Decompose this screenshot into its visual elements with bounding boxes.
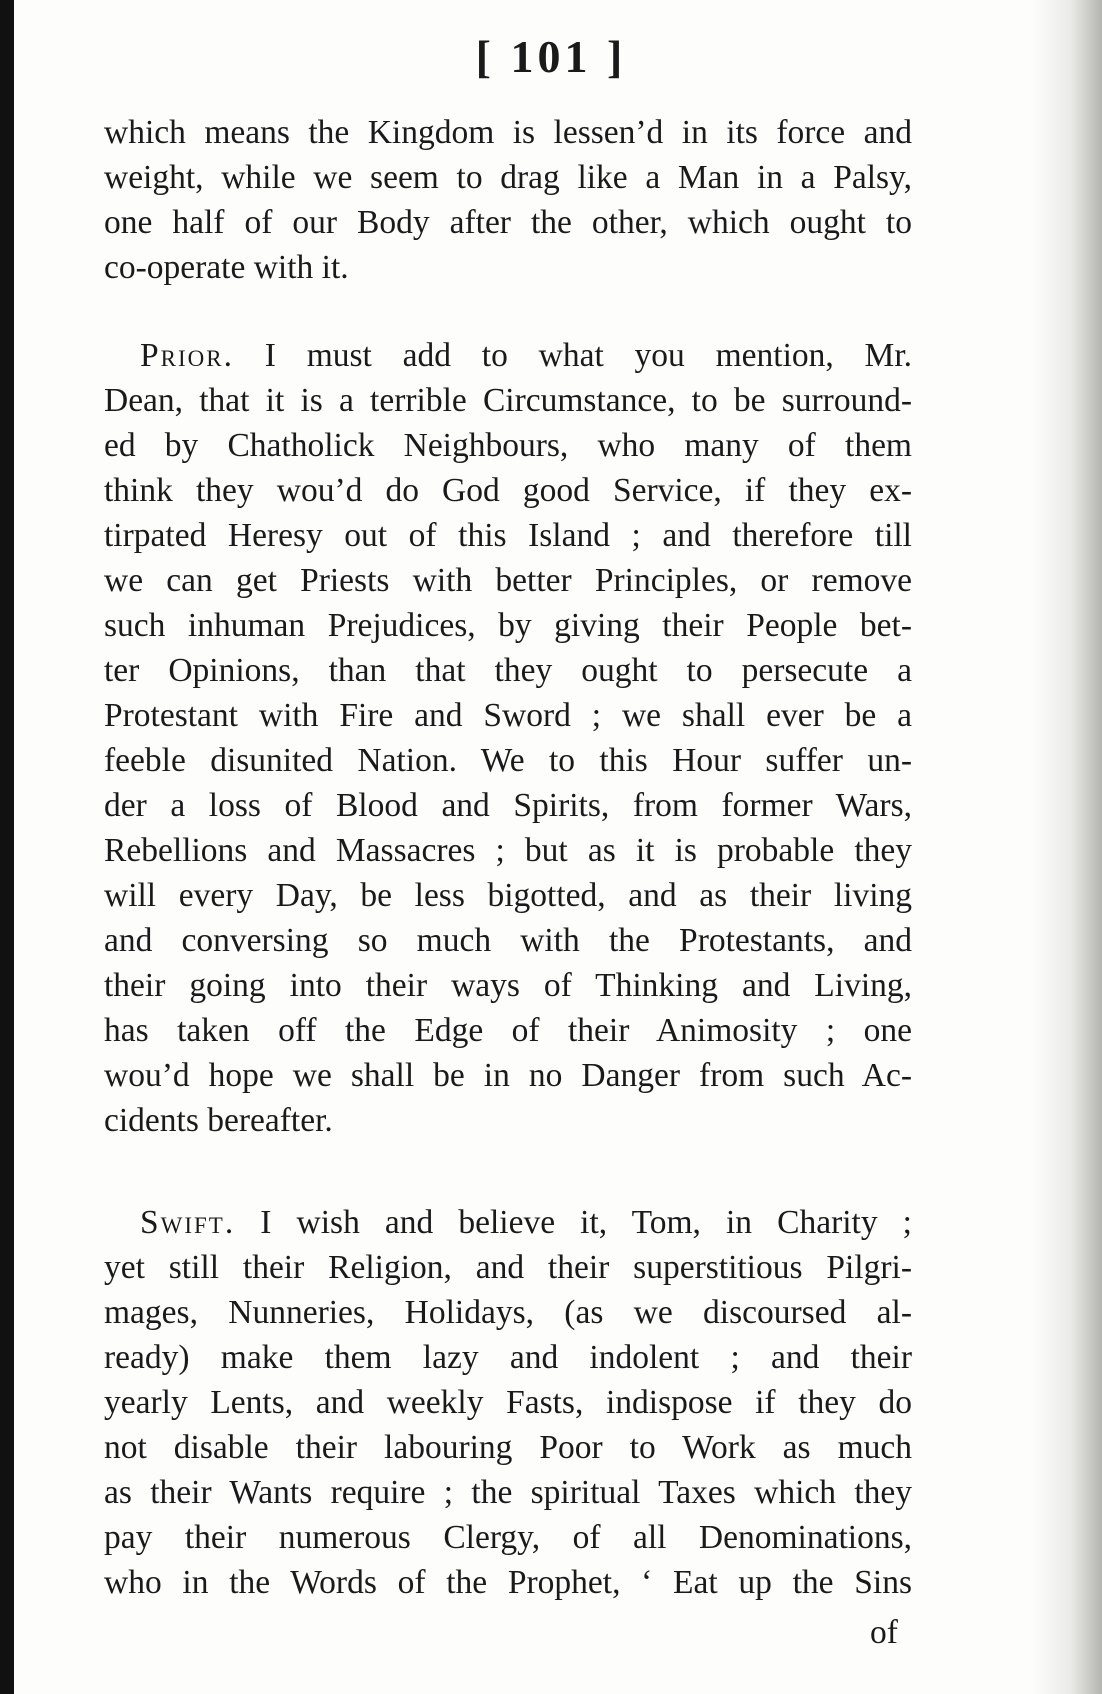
- text-line: has taken off the Edge of their Animosity ; one: [104, 1012, 912, 1049]
- paragraph-2: [104, 333, 912, 1143]
- text-line: which means the Kingdom is lessen’d in its force and: [104, 114, 912, 151]
- text-line: their going into their ways of Thinking and Living,: [104, 967, 912, 1004]
- text-line: co-operate with it.: [104, 249, 349, 286]
- text-line: [104, 333, 912, 378]
- text-line: one half of our Body after the other, which ought to: [104, 204, 912, 241]
- binding-shadow: [0, 0, 14, 1694]
- text-line: ter Opinions, than that they ought to persecute a: [104, 652, 912, 689]
- paragraph-3: [104, 1200, 912, 1605]
- page-edge-shadow: [1032, 0, 1102, 1694]
- text-line: yearly Lents, and weekly Fasts, indispose if they do: [104, 1384, 912, 1421]
- text-line: and conversing so much with the Protestants, and: [104, 922, 912, 959]
- text-line: who in the Words of the Prophet, ‘ Eat up the Sins: [104, 1564, 912, 1601]
- catchword: of: [870, 1614, 898, 1651]
- text-line: yet still their Religion, and their superstitious Pilgri-: [104, 1249, 912, 1286]
- text-line: der a loss of Blood and Spirits, from former Wars,: [104, 787, 912, 824]
- text-line: as their Wants require ; the spiritual Taxes which they: [104, 1474, 912, 1511]
- text-line: tirpated Heresy out of this Island ; and therefore till: [104, 517, 912, 554]
- text-line: pay their numerous Clergy, of all Denominations,: [104, 1519, 912, 1556]
- speech-start: I wish and believe it, Tom, in Charity ;: [260, 1204, 912, 1241]
- text-line: Dean, that it is a terrible Circumstance, to be surround-: [104, 382, 912, 419]
- text-line: think they wou’d do God good Service, if they ex-: [104, 472, 912, 509]
- speech-start: I must add to what you mention, Mr.: [264, 337, 912, 374]
- text-line: Rebellions and Massacres ; but as it is probable they: [104, 832, 912, 869]
- text-line: not disable their labouring Poor to Work as much: [104, 1429, 912, 1466]
- text-line: wou’d hope we shall be in no Danger from such Ac-: [104, 1057, 912, 1094]
- speaker-name: Prior.: [140, 337, 234, 374]
- text-line: ready) make them lazy and indolent ; and their: [104, 1339, 912, 1376]
- text-line: such inhuman Prejudices, by giving their People bet-: [104, 607, 912, 644]
- paragraph-1: [104, 110, 912, 290]
- page-number: [ 101 ]: [475, 31, 627, 82]
- text-line: we can get Priests with better Principles, or remove: [104, 562, 912, 599]
- text-line: cidents bereafter.: [104, 1102, 333, 1139]
- text-line: mages, Nunneries, Holidays, (as we discoursed al-: [104, 1294, 912, 1331]
- text-line: will every Day, be less bigotted, and as their living: [104, 877, 912, 914]
- text-line: weight, while we seem to drag like a Man in a Palsy,: [104, 159, 912, 196]
- text-line: ed by Chatholick Neighbours, who many of them: [104, 427, 912, 464]
- text-line: [104, 1200, 912, 1245]
- text-line: Protestant with Fire and Sword ; we shall ever be a: [104, 697, 912, 734]
- text-line: feeble disunited Nation. We to this Hour suffer un-: [104, 742, 912, 779]
- speaker-name: Swift.: [140, 1204, 236, 1241]
